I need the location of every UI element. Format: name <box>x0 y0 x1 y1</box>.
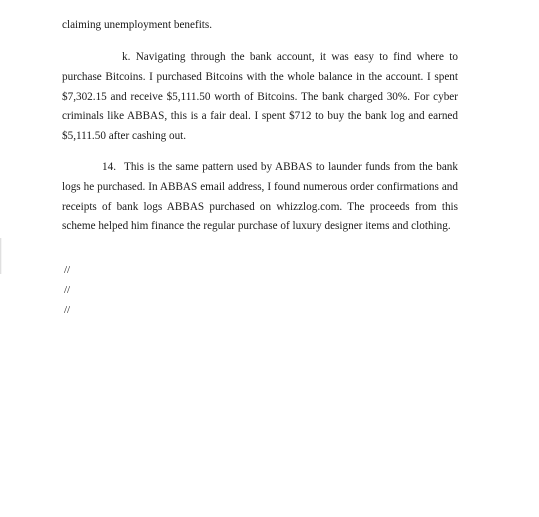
paragraph-k: k. Navigating through the bank account, it was easy to find where to purchase Bitcoins. I purchased Bitcoins with the whole balance in the account. I spent $7,302.15 and receive $5,111.50 worth of Bitcoins. The bank charged 30%. For cyber criminals like ABBAS, this is a fair deal. I spent $712 to buy the bank log and earned $5,111.50 after cashing out. <box>62 51 458 143</box>
paragraph-14 <box>62 158 458 237</box>
slash-mark: // <box>64 284 71 296</box>
paragraph-14-text: This is the same pattern used by ABBAS to launder funds from the bank logs he purchased. In ABBAS email address, I found numerous order confirmations and receipts of bank logs ABBAS purchased on whizzlog.com. The proceeds from this scheme helped him finance the regular purchase of luxury designer items and clothing. <box>62 161 458 233</box>
page-edge-shadow <box>0 238 2 274</box>
continuation-marks <box>64 260 70 320</box>
slash-mark: // <box>64 264 71 276</box>
paragraph-number: 14. <box>102 161 116 173</box>
paragraph-continuation: claiming unemployment benefits. <box>62 19 213 31</box>
slash-mark: // <box>64 304 71 316</box>
